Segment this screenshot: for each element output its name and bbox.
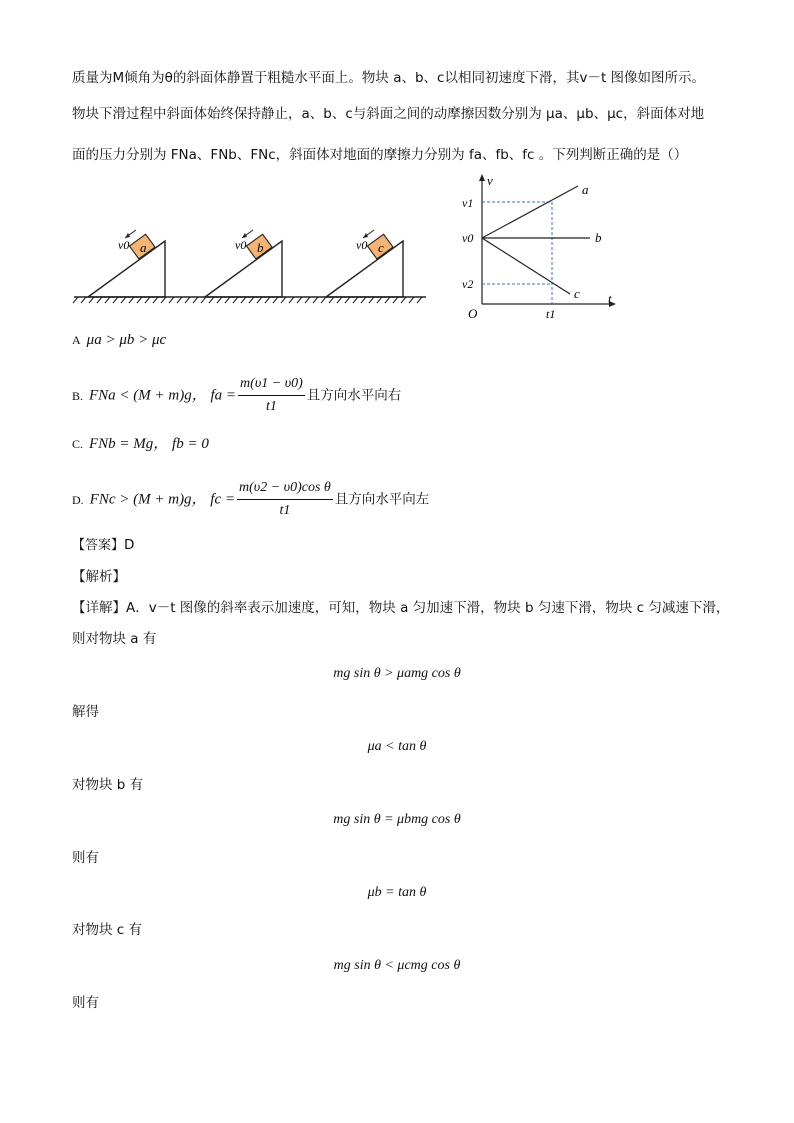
- option-d-left: FNc > (M + m)g， fc =: [89, 491, 236, 508]
- option-d-den: t1: [279, 503, 291, 518]
- option-c-text: FNb = Mg， fb = 0: [89, 436, 209, 452]
- incline-b: [205, 230, 282, 297]
- option-d-num: m(υ2 − υ0)cos θ: [237, 478, 333, 500]
- detail-line-1: 【详解】A．v－t 图像的斜率表示加速度，可知，物块 a 匀加速下滑，物块 b 匀速下滑，物块 c 匀减速下滑，: [72, 600, 730, 616]
- v0-label-a: v0: [118, 238, 130, 252]
- axis-t-label: t: [608, 291, 612, 306]
- option-d-label: D.: [72, 492, 84, 507]
- block-a-label: a: [140, 240, 147, 255]
- option-a-label: A: [72, 333, 81, 347]
- answer-value: D: [124, 537, 135, 553]
- equation-3: mg sin θ = μbmg cos θ: [333, 812, 461, 827]
- tick-t1: t1: [546, 307, 556, 321]
- graph-line-c: [482, 238, 570, 294]
- graph-label-b: b: [595, 230, 602, 245]
- option-b-tail: 且方向水平向右: [306, 387, 402, 404]
- graph-line-a: [482, 186, 578, 238]
- vt-graph: [460, 172, 620, 322]
- option-c: [72, 434, 209, 454]
- equation-5: mg sin θ < μcmg cos θ: [333, 958, 461, 973]
- detail-line-2: 则对物块 a 有: [72, 631, 157, 647]
- option-d-tail: 且方向水平向左: [334, 491, 430, 508]
- option-b-fraction: [238, 374, 305, 417]
- detail-solve: 解得: [72, 704, 99, 720]
- option-b-den: t1: [265, 399, 277, 414]
- problem-line-3: 面的压力分别为 FNa、FNb、FNc，斜面体对地面的摩擦力分别为 fa、fb、fc 。下列判断正确的是（）: [72, 147, 688, 163]
- block-c-label: c: [378, 240, 384, 255]
- block-b-label: b: [257, 240, 264, 255]
- option-d-fraction: [237, 478, 333, 521]
- graph-label-a: a: [582, 182, 589, 197]
- graph-label-c: c: [574, 286, 580, 301]
- answer-line: [72, 535, 134, 556]
- equation-1: mg sin θ > μamg cos θ: [333, 666, 461, 681]
- option-b-num: m(υ1 − υ0): [238, 374, 305, 396]
- option-a-text: μa > μb > μc: [86, 332, 167, 348]
- origin-label: O: [468, 306, 478, 321]
- problem-line-1: 质量为M倾角为θ的斜面体静置于粗糙水平面上。物块 a、b、c以相同初速度下滑，其v－t 图像如图所示。: [72, 70, 706, 86]
- detail-then-2: 则有: [72, 995, 99, 1011]
- equation-4: μb = tan θ: [367, 885, 427, 900]
- option-d: [72, 478, 429, 521]
- inclines-figure: [70, 225, 430, 305]
- tick-v0: v0: [462, 231, 474, 245]
- detail-then-1: 则有: [72, 850, 99, 866]
- v0-label-c: v0: [356, 238, 368, 252]
- tick-v1: v1: [462, 196, 474, 210]
- tick-v2: v2: [462, 277, 474, 291]
- option-a: [72, 330, 166, 350]
- axis-v-label: v: [487, 173, 493, 188]
- problem-line-2: 物块下滑过程中斜面体始终保持静止，a、b、c与斜面之间的动摩擦因数分别为 μa、μb、μc，斜面体对地: [72, 106, 705, 122]
- option-b: [72, 374, 401, 417]
- option-c-label: C.: [72, 437, 84, 451]
- answer-tag: 【答案】: [72, 538, 125, 553]
- equation-2: μa < tan θ: [367, 739, 427, 754]
- detail-for-b: 对物块 b 有: [72, 777, 144, 793]
- v0-label-b: v0: [235, 238, 247, 252]
- option-b-label: B.: [72, 388, 84, 403]
- detail-for-c: 对物块 c 有: [72, 922, 143, 938]
- incline-c: [326, 230, 403, 297]
- incline-a: [88, 230, 165, 297]
- analysis-tag: 【解析】: [72, 569, 126, 585]
- option-b-left: FNa < (M + m)g， fa =: [89, 387, 237, 404]
